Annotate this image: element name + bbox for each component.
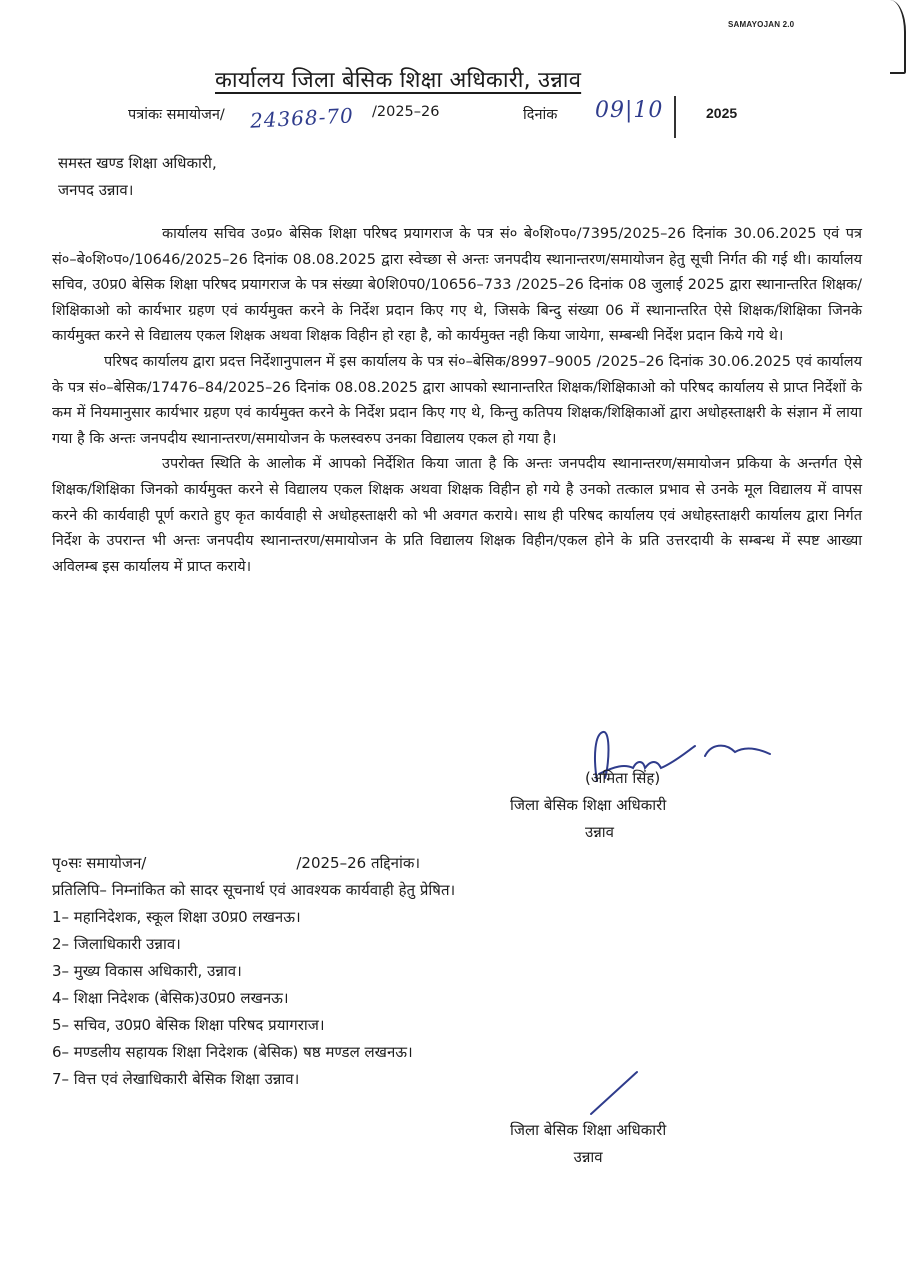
date-year: 2025 (706, 105, 738, 121)
body-paragraph: परिषद कार्यालय द्वारा प्रदत्त निर्देशानुपालन में इस कार्यालय के पत्र सं०–बेसिक/8997–9005 /2025–26 दिनांक 30.06.2025 एवं कार्यालय के पत्र सं०–बेसिक/17476–84/2025–26 दिनांक 08.08.2025 द्वारा आपको स्थानान्तरित शिक्षक/शिक्षिकाओ को परिषद कार्यालय से प्राप्त निर्देशों के कम में नियमानुसार कार्यभार ग्रहण एवं कार्यमुक्त करने के निर्देश प्रदान किए गए थे, किन्तु कतिपय शिक्षक/शिक्षिकाओं द्वारा अधोहस्ताक्षरी के संज्ञान में लाया गया है कि अन्तः जनपदीय स्थानान्तरण/समायोजन के फलस्वरुप उनका विद्यालय एकल हो गया है। (52, 353, 862, 447)
letter-ref-session: /2025–26 (372, 104, 440, 120)
date-label: दिनांक (523, 107, 558, 123)
signatory-place: उन्नाव (585, 823, 614, 841)
body-paragraph: उपरोक्त स्थिति के आलोक में आपको निर्देशित किया जाता है कि अन्तः जनपदीय स्थानान्तरण/समायोजन प्रकिया के अन्तर्गत ऐसे शिक्षक/शिक्षिका जिनको कार्यमुक्त करने से विद्यालय एकल शिक्षक अथवा शिक्षक विहीन हो गये है उनको तत्काल प्रभाव से उनके मूल विद्यालय में वापस करने की कार्यवाही पूर्ण कराते हुए कृत कार्यवाही से अधोहस्ताक्षरी को भी अवगत कराये। साथ ही परिषद कार्यालय एवं अधोहस्ताक्षरी कार्यालय द्वारा निर्गत निर्देश के उपरान्त भी अन्तः जनपदीय स्थानान्तरण/समायोजन के प्रति विद्यालय शिक्षक विहीन/एकल होने के प्रति उत्तरदायी के सम्बन्ध में स्पष्ट आख्या अविलम्ब इस कार्यालय में प्राप्त कराये। (52, 456, 862, 575)
footer-signatory-place: उन्नाव (573, 1148, 603, 1166)
letter-ref-label: पत्रांकः समायोजन/ (128, 107, 225, 123)
letter-body (52, 222, 862, 580)
copy-recipient: 7– वित्त एवं लेखाधिकारी बेसिक शिक्षा उन्नाव। (52, 1070, 300, 1088)
initial-slash-mark (585, 1068, 645, 1118)
copy-intro: प्रतिलिपि– निम्नांकित को सादर सूचनार्थ एवं आवश्यक कार्यवाही हेतु प्रेषित। (52, 881, 456, 899)
signatory-designation: जिला बेसिक शिक्षा अधिकारी (510, 796, 667, 814)
page-edge-decoration (890, 0, 906, 74)
signatory-name: (अमिता सिंह) (585, 769, 661, 787)
document-tag: SAMAYOJAN 2.0 (728, 20, 795, 29)
date-separator-stroke (674, 96, 676, 138)
footer-signatory-block (510, 1117, 666, 1171)
addressee-line: समस्त खण्ड शिक्षा अधिकारी, (58, 154, 217, 172)
endorsement-ref-label: पृ०सः समायोजन/ (52, 854, 147, 872)
copy-recipient: 1– महानिदेशक, स्कूल शिक्षा उ0प्र0 लखनऊ। (52, 908, 301, 926)
office-title: कार्यालय जिला बेसिक शिक्षा अधिकारी, उन्नाव (215, 68, 582, 93)
endorsement-ref-suffix: /2025–26 तद्दिनांक। (296, 854, 421, 872)
letter-ref-number-handwritten: 24368-70 (249, 103, 355, 133)
date-handwritten: 09|10 (595, 98, 664, 123)
copy-recipient: 3– मुख्य विकास अधिकारी, उन्नाव। (52, 962, 242, 980)
copy-recipient: 4– शिक्षा निदेशक (बेसिक)उ0प्र0 लखनऊ। (52, 989, 289, 1007)
copy-recipient-list (52, 904, 455, 1093)
copy-recipient: 5– सचिव, उ0प्र0 बेसिक शिक्षा परिषद प्रयागराज। (52, 1016, 325, 1034)
addressee-block (58, 150, 217, 204)
endorsement-ref (52, 850, 455, 877)
endorsement-block (52, 850, 455, 1093)
body-paragraph: कार्यालय सचिव उ०प्र० बेसिक शिक्षा परिषद प्रयागराज के पत्र सं० बे०शि०प०/7395/2025–26 दिनांक 30.06.2025 एवं पत्र सं०–बे०शि०प०/10646/2025–26 दिनांक 08.08.2025 द्वारा स्वेच्छा से अन्तः जनपदीय स्थानान्तरण/समायोजन हेतु सूची निर्गत की गई थी। कार्यालय सचिव, उ0प्र0 बेसिक शिक्षा परिषद प्रयागराज के पत्र संख्या बे0शि0प0/10656–733 /2025–26 दिनांक 08 जुलाई 2025 द्वारा स्थानान्तरित शिक्षक/शिक्षिकाओ को कार्यभार ग्रहण एवं कार्यमुक्त करने के निर्देश प्रदान किए गए थे, जिसके बिन्दु संख्या 06 में स्थानान्तरित ऐसे शिक्षक/शिक्षिका जिनके कार्यमुक्त करने से विद्यालय एकल शिक्षक अथवा शिक्षक विहीन हो रहा है, को कार्यमुक्त नही किया जायेगा, सम्बन्धी निर्देश प्रदान किये गये थे। (52, 226, 862, 345)
signatory-block (510, 765, 666, 846)
copy-recipient: 6– मण्डलीय सहायक शिक्षा निदेशक (बेसिक) षष्ठ मण्डल लखनऊ। (52, 1043, 413, 1061)
footer-signatory-designation: जिला बेसिक शिक्षा अधिकारी (510, 1121, 667, 1139)
addressee-line: जनपद उन्नाव। (58, 181, 134, 199)
copy-recipient: 2– जिलाधिकारी उन्नाव। (52, 935, 181, 953)
